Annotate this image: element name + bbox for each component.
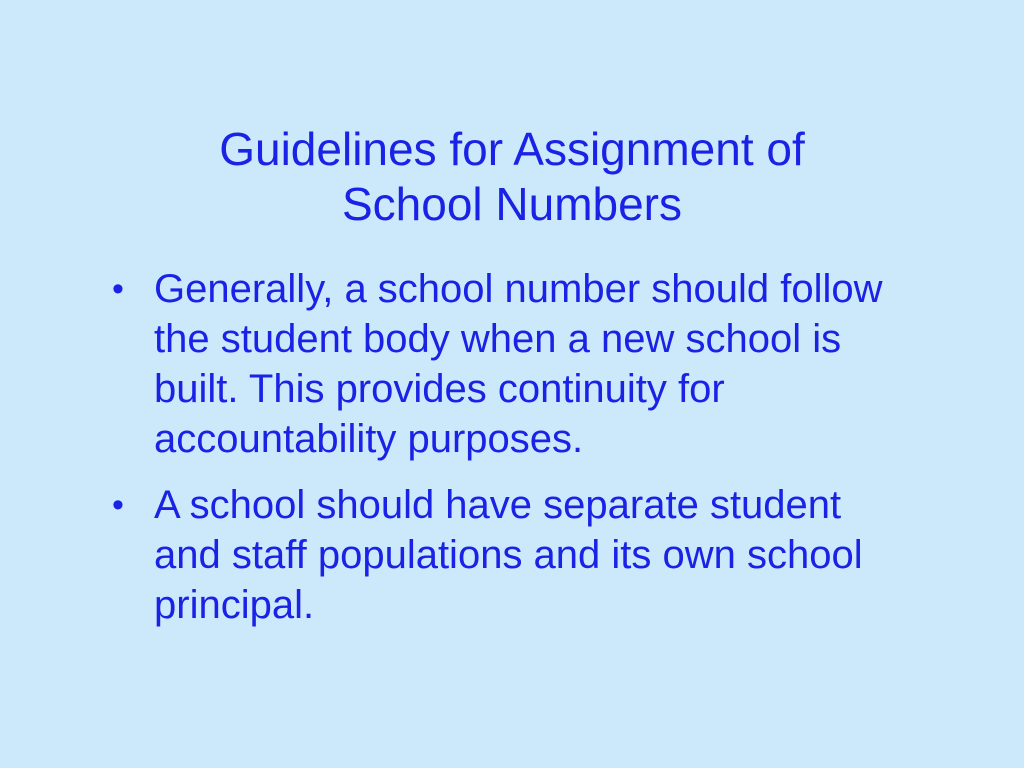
bullet-text: Generally, a school number should follow the student body when a new school is built. This provides continuity for accountability purposes. (154, 267, 883, 461)
bullet-dot-icon: • (112, 486, 124, 524)
bullet-list (112, 264, 912, 646)
slide-title (100, 122, 924, 232)
bullet-item (112, 480, 912, 630)
bullet-item (112, 264, 912, 464)
slide-title-line-1: Guidelines for Assignment of (219, 123, 805, 175)
bullet-text: A school should have separate student and staff populations and its own school principal. (154, 483, 863, 627)
bullet-dot-icon: • (112, 270, 124, 308)
slide-title-line-2: School Numbers (341, 178, 683, 230)
